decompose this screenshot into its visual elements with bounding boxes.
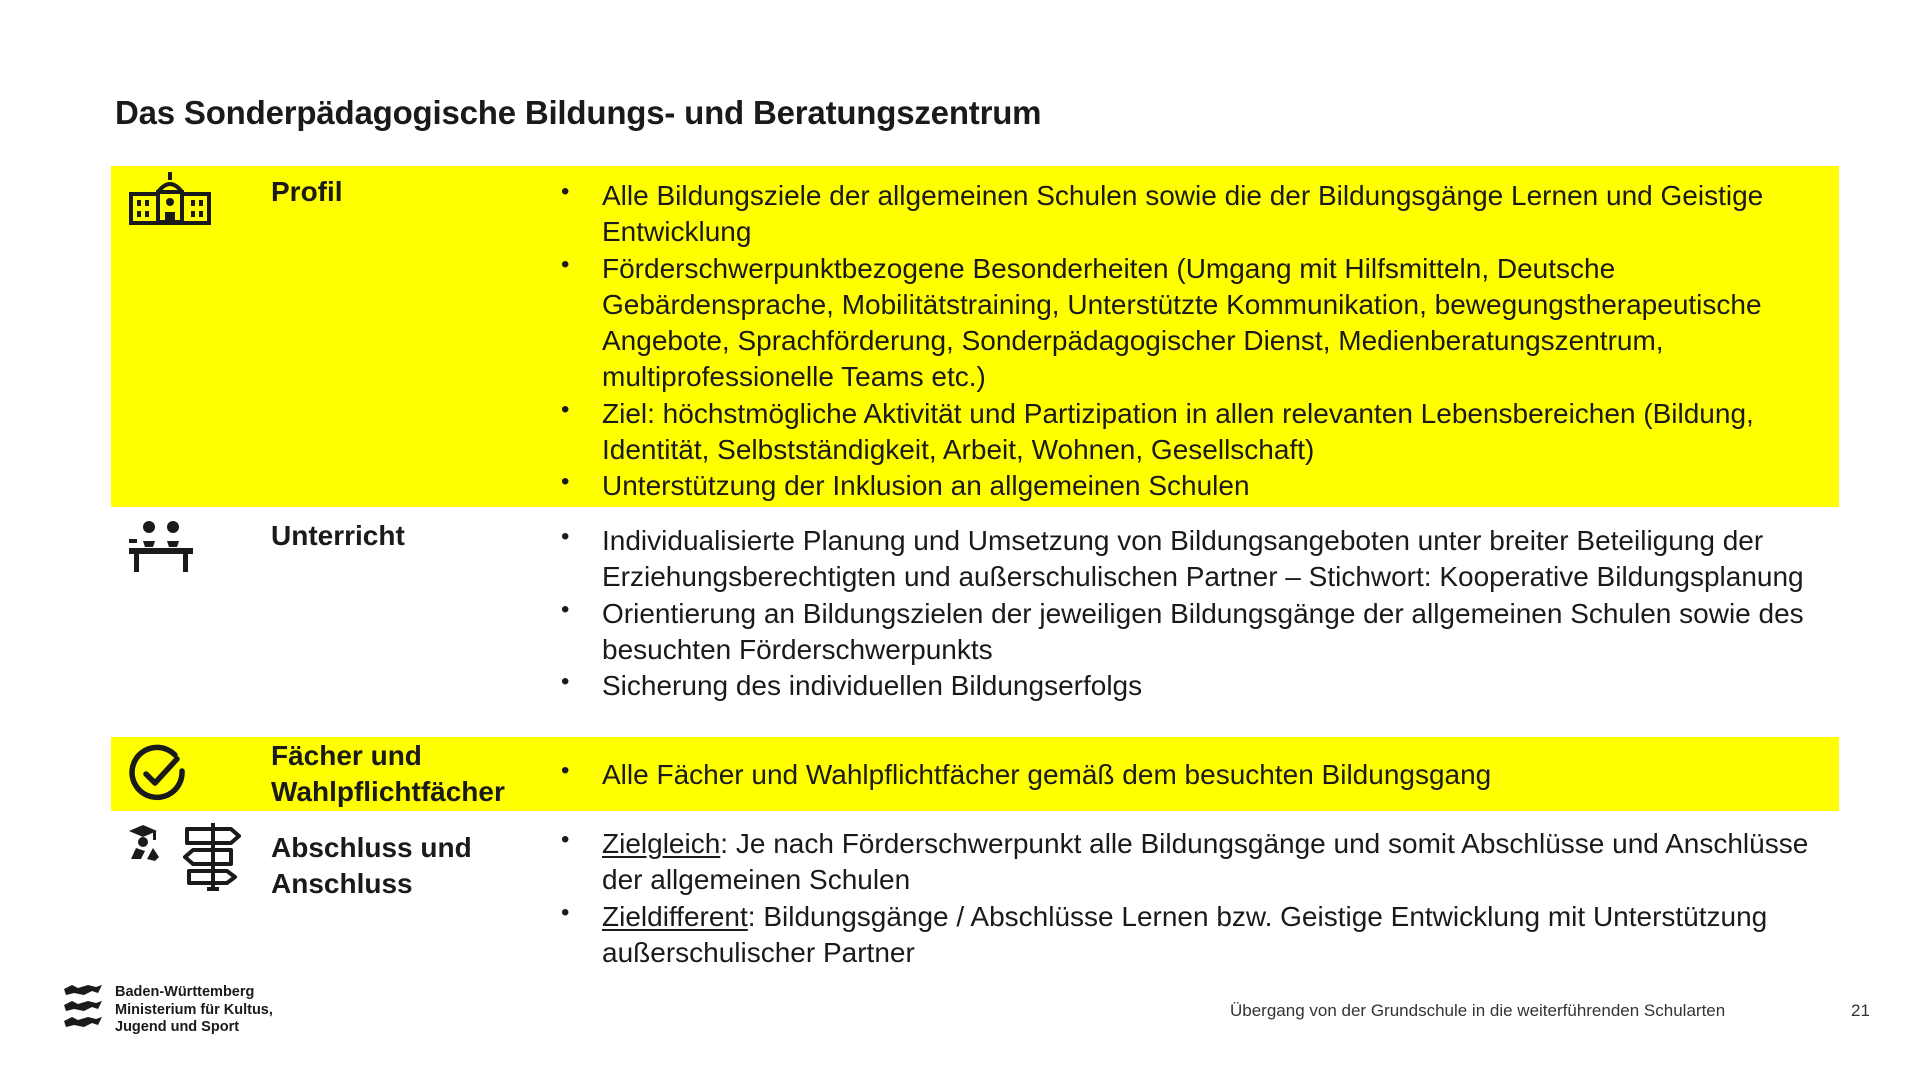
list-item: [561, 899, 1821, 972]
bullet-text: : Je nach Förderschwerpunkt alle Bildungsgänge und somit Abschlüsse und Anschlüsse der allgemeinen Schulen: [602, 828, 1809, 896]
bullet-list: [561, 523, 1821, 704]
row-faecher: [111, 737, 1839, 811]
school-building-icon: [127, 170, 213, 233]
row-unterricht: [111, 507, 1839, 737]
check-circle-icon: [127, 743, 189, 810]
bullet-text: : Bildungsgänge / Abschlüsse Lernen bzw. Geistige Entwicklung mit Unterstützung außerschulischer Partner: [602, 900, 1768, 968]
row-label: Fächer und Wahlpflichtfächer: [271, 740, 505, 807]
list-item: [561, 826, 1821, 899]
page-title: Das Sonderpädagogische Bildungs- und Beratungszentrum: [115, 94, 1042, 131]
list-item: • Orientierung an Bildungszielen der jeweiligen Bildungsgänge der allgemeinen Schulen sowie des besuchten Förderschwerpunkts: [561, 596, 1821, 669]
row-label: Profil: [271, 176, 343, 207]
term-zieldifferent: Zieldifferent: [602, 900, 748, 932]
bullet-list: [561, 757, 1821, 793]
list-item: • Alle Bildungsziele der allgemeinen Schulen sowie die der Bildungsgänge Lernen und Geistige Entwicklung: [561, 178, 1821, 251]
page-number: 21: [1851, 1001, 1870, 1020]
row-abschluss: [111, 811, 1839, 981]
row-label: Unterricht: [271, 520, 405, 551]
logo-line: Baden-Württemberg: [115, 984, 255, 1000]
footer-caption: Übergang von der Grundschule in die weiterführenden Schularten: [1230, 1001, 1726, 1020]
list-item: • Individualisierte Planung und Umsetzung von Bildungsangeboten unter breiter Beteiligung der Erziehungsberechtigten und außerschulischen Partner – Stichwort: Kooperative Bildungsplanung: [561, 523, 1821, 596]
graduate-signpost-icon: [127, 821, 245, 896]
list-item: • Ziel: höchstmögliche Aktivität und Partizipation in allen relevanten Lebensbereichen (Bildung, Identität, Selbstständigkeit, Arbeit, Wohnen, Gesellschaft): [561, 396, 1821, 469]
row-label: Abschluss und Anschluss: [271, 832, 472, 899]
people-at-table-icon: [127, 517, 195, 580]
list-item: • Förderschwerpunktbezogene Besonderheiten (Umgang mit Hilfsmitteln, Deutsche Gebärdensprache, Mobilitätstraining, Unterstützte Kommunikation, bewegungstherapeutische Angebote, Sprachförderung, Sonderpädagogischer Dienst, Medienberatungszentrum, multiprofessionelle Teams etc.): [561, 251, 1821, 396]
list-item: • Alle Fächer und Wahlpflichtfächer gemäß dem besuchten Bildungsgang: [561, 757, 1821, 793]
logo-line: Ministerium für Kultus,: [115, 1001, 273, 1018]
row-profil: [111, 166, 1839, 507]
list-item: • Unterstützung der Inklusion an allgemeinen Schulen: [561, 468, 1821, 504]
bullet-list: [561, 826, 1821, 971]
ministry-logo-text: [115, 984, 273, 1037]
list-item: • Sicherung des individuellen Bildungserfolgs: [561, 668, 1821, 704]
bullet-list: [561, 178, 1821, 505]
logo-line: Jugend und Sport: [115, 1019, 240, 1035]
term-zielgleich: Zielgleich: [602, 828, 721, 859]
coat-of-arms-logo: [62, 983, 104, 1033]
